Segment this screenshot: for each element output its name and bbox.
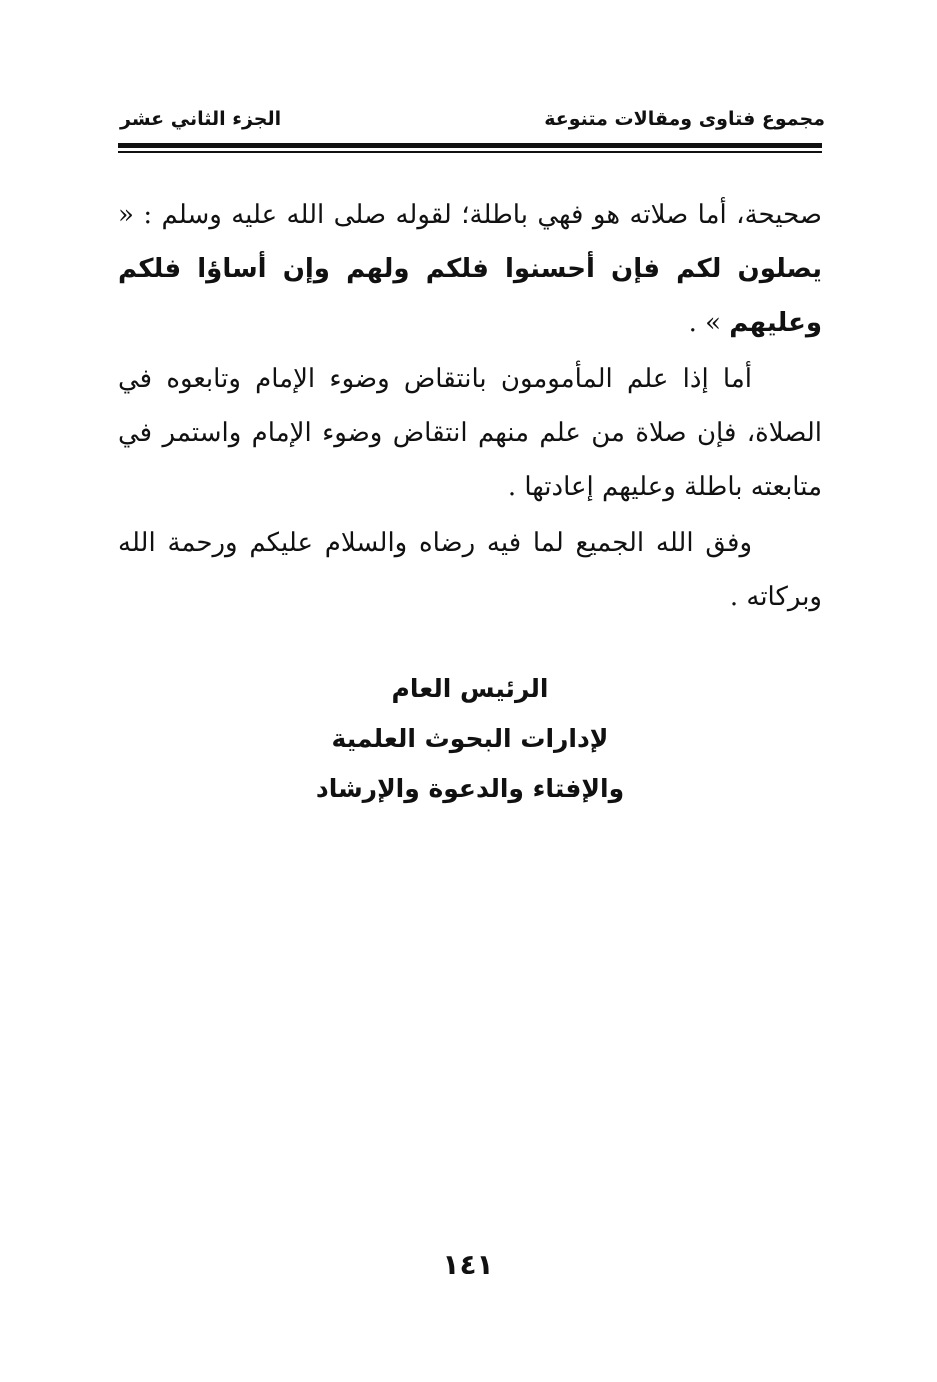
paragraph-1 (118, 188, 822, 350)
paragraph-1-start: صحيحة، أما صلاته هو فهي باطلة؛ لقوله صلى الله عليه وسلم : « (118, 200, 822, 230)
running-header-book-title: مجموع فتاوى ومقالات متنوعة (544, 108, 825, 130)
paragraph-3: وفق الله الجميع لما فيه رضاه والسلام عليكم ورحمة الله وبركاته . (118, 528, 822, 612)
hadith-quote: يصلون لكم فإن أحسنوا فلكم ولهم وإن أساؤا فلكم وعليهم (118, 254, 822, 338)
signature-line-1: الرئيس العام (391, 674, 549, 703)
signature-line-3: والإفتاء والدعوة والإرشاد (315, 774, 625, 803)
signature-block (300, 664, 640, 814)
signature-line-2: لإدارات البحوث العلمية (331, 724, 609, 753)
header-rule-thin (118, 151, 822, 153)
running-header-volume: الجزء الثاني عشر (120, 108, 282, 130)
paragraph-2: أما إذا علم المأمومون بانتقاض وضوء الإمام وتابعوه في الصلاة، فإن صلاة من علم منهم انتقاض وضوء الإمام واستمر في متابعته باطلة وعليهم إعادتها . (118, 364, 822, 502)
header-rule-thick (118, 143, 822, 148)
paragraph-1-end: » . (688, 308, 722, 338)
body-text (118, 188, 822, 626)
page-number: ١٤١ (442, 1248, 494, 1281)
